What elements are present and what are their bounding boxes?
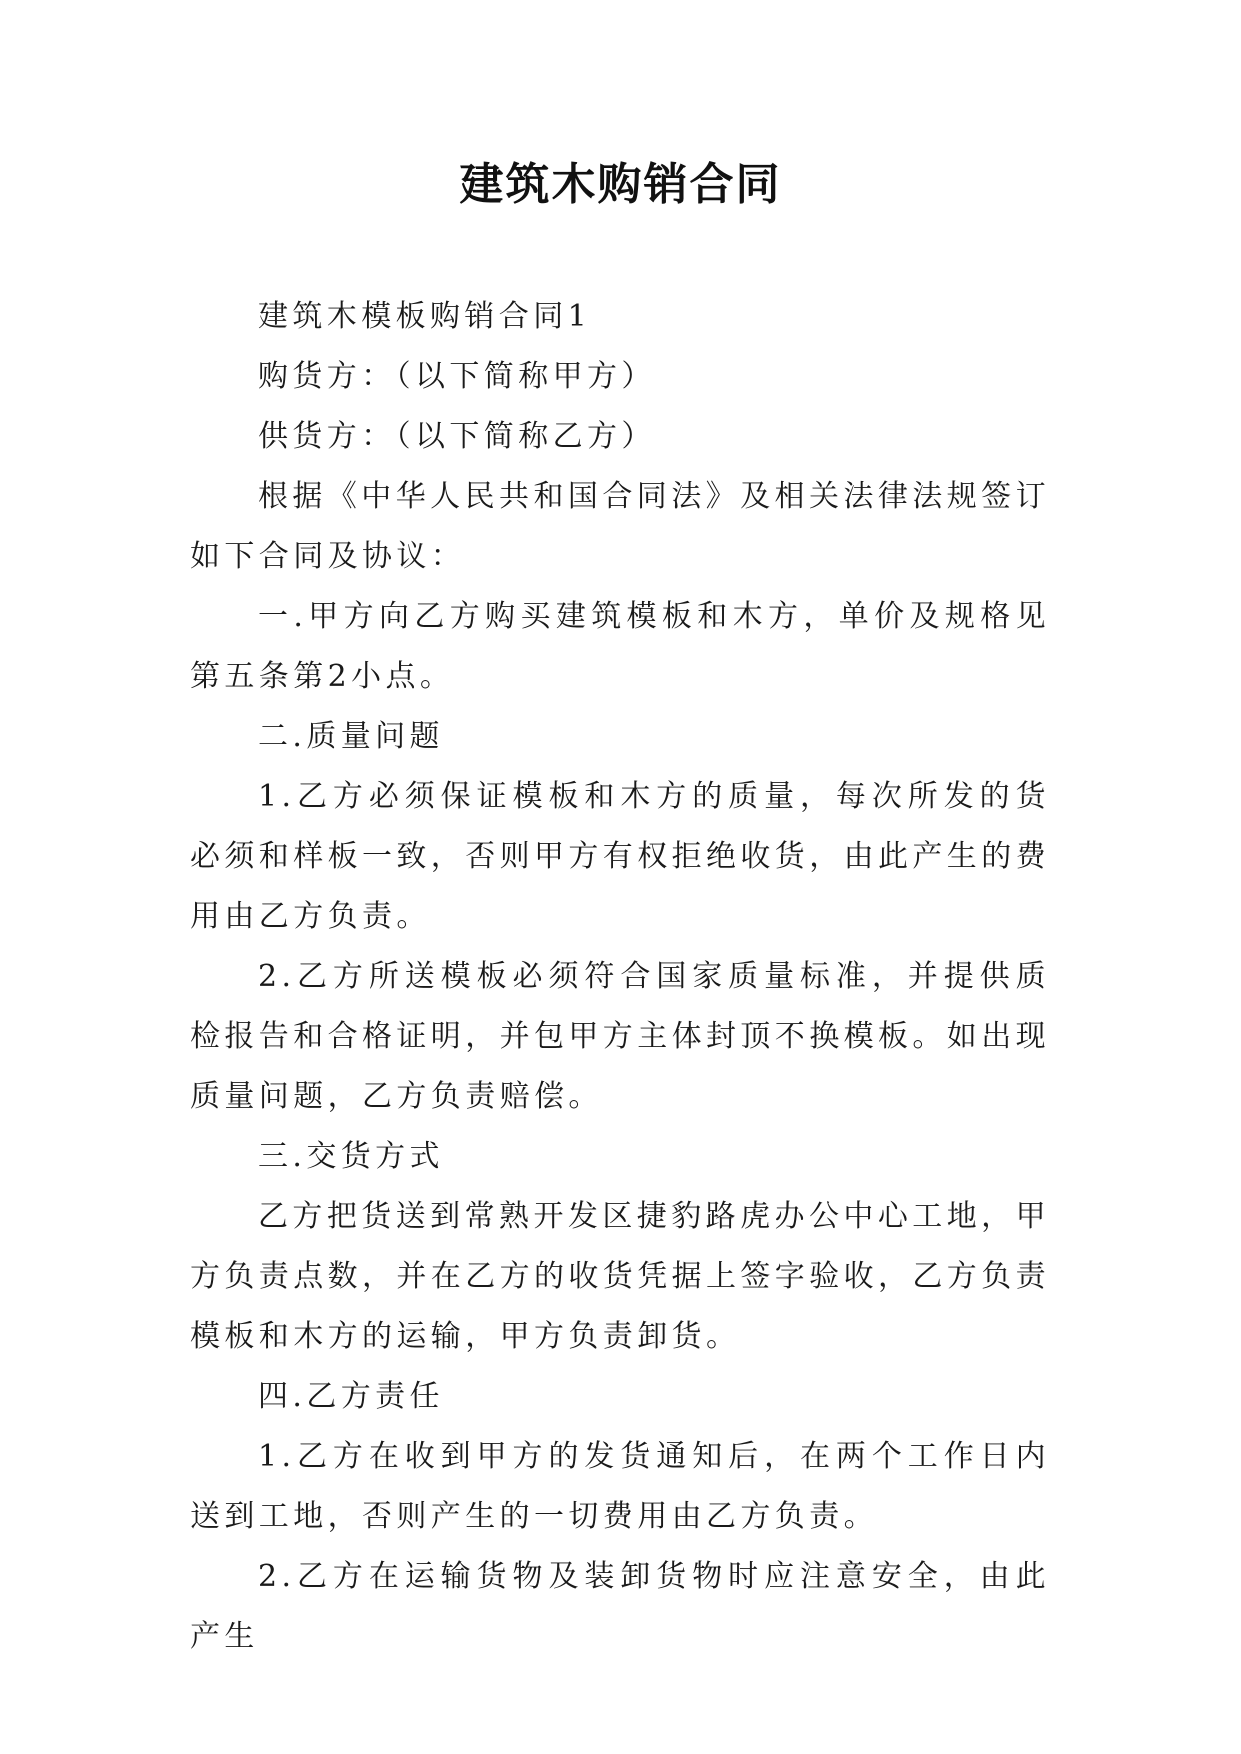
- paragraph-duty-1: 1.乙方在收到甲方的发货通知后，在两个工作日内送到工地，否则产生的一切费用由乙方负责。: [190, 1439, 1050, 1534]
- document-title: 建筑木购销合同: [459, 159, 782, 210]
- paragraph-supplier: 供货方：（以下简称乙方）: [258, 419, 656, 454]
- section-heading-quality: 二.质量问题: [258, 719, 444, 754]
- section-heading-supplier-duty: 四.乙方责任: [258, 1379, 444, 1414]
- paragraph-duty-2: 2.乙方在运输货物及装卸货物时应注意安全，由此产生: [190, 1559, 1050, 1654]
- paragraph-subtitle: 建筑木模板购销合同1: [258, 299, 592, 334]
- document-body: [190, 287, 1050, 1667]
- paragraph-buyer: 购货方：（以下简称甲方）: [258, 359, 656, 394]
- paragraph-quality-1: 1.乙方必须保证模板和木方的质量，每次所发的货必须和样板一致，否则甲方有权拒绝收货，由此产生的费用由乙方负责。: [190, 779, 1050, 934]
- paragraph-delivery: 乙方把货送到常熟开发区捷豹路虎办公中心工地，甲方负责点数，并在乙方的收货凭据上签字验收，乙方负责模板和木方的运输，甲方负责卸货。: [190, 1199, 1050, 1354]
- paragraph-clause-1: 一.甲方向乙方购买建筑模板和木方，单价及规格见第五条第2小点。: [190, 599, 1050, 694]
- paragraph-quality-2: 2.乙方所送模板必须符合国家质量标准，并提供质检报告和合格证明，并包甲方主体封顶不换模板。如出现质量问题，乙方负责赔偿。: [190, 959, 1050, 1114]
- section-heading-delivery: 三.交货方式: [258, 1139, 444, 1174]
- paragraph-preamble: 根据《中华人民共和国合同法》及相关法律法规签订如下合同及协议：: [190, 479, 1050, 574]
